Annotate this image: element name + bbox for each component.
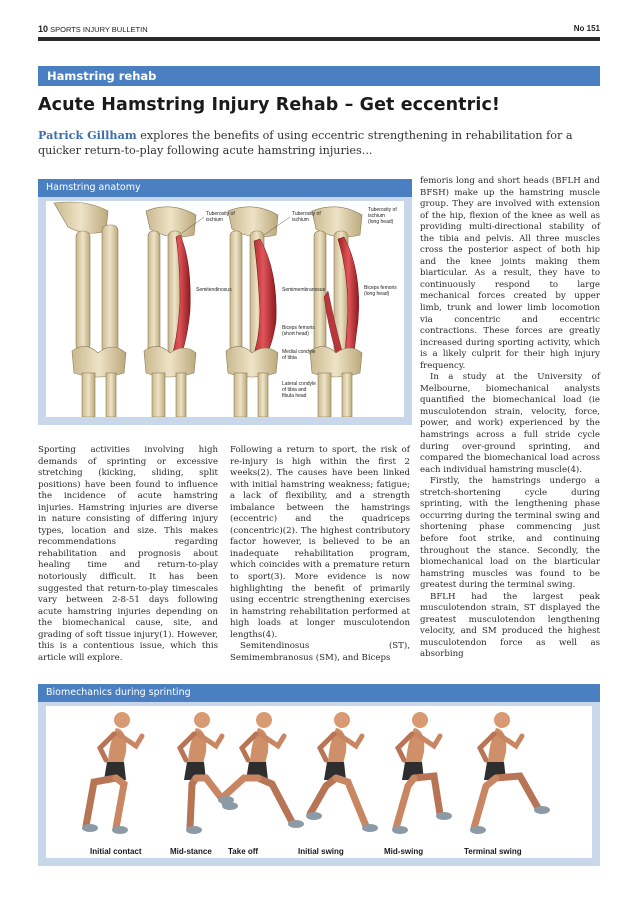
label-tuberosity-3b: ischium bbox=[368, 213, 385, 219]
phase-initial-contact: Initial contact bbox=[90, 847, 142, 856]
label-lateral-condyle-b: of tibia and bbox=[282, 387, 307, 393]
label-medial-condyle-a: Medial condyle bbox=[282, 349, 316, 355]
body-column-3 bbox=[420, 176, 600, 661]
label-tuberosity-2a: Tuberosity of bbox=[292, 211, 321, 217]
label-medial-condyle-b: of tibia bbox=[282, 355, 297, 361]
runner-figure bbox=[180, 712, 238, 834]
running-header bbox=[38, 24, 600, 36]
issue-number: No 151 bbox=[573, 24, 600, 33]
phase-mid-swing: Mid-swing bbox=[384, 847, 424, 856]
anatomy-illustration bbox=[46, 201, 404, 417]
col3-paragraph-4: BFLH had the largest peak musculotendon strain, ST displayed the greatest musculotendon lengthening velocity, and SM produced the highest musculotendon force as well as absorbing bbox=[420, 591, 600, 660]
label-lateral-condyle-c: fibula head bbox=[282, 393, 307, 399]
col1-paragraph: Sporting activities involving high demands of sprinting or excessive stretching (kicking, sliding, split positions) have been found to influence the incidence of acute hamstring injuries. Hamstring injuries are diverse in nature consisting of differing injury types, location and size. This makes recommendations regarding rehabilitation and prognosis about healing time and return-to-play notoriously difficult. It has been suggested that return-to-play timescales vary between 2-8-51 days following acute hamstring injuries depending on the biomechanical cause, site, and grading of soft tissue injury(1). However, this is a contentious issue, which this article will explore. bbox=[38, 445, 218, 663]
anatomy-panel-1 bbox=[54, 202, 126, 417]
sprint-figure-header: Biomechanics during sprinting bbox=[38, 684, 600, 702]
runner-figure bbox=[470, 712, 550, 834]
label-tuberosity-1a: Tuberosity of bbox=[206, 211, 235, 217]
body-column-2 bbox=[230, 445, 410, 664]
phase-mid-stance: Mid-stance bbox=[170, 847, 212, 856]
runner-figure bbox=[82, 712, 142, 834]
anatomy-drawing bbox=[46, 201, 404, 417]
sprint-figure bbox=[38, 684, 600, 866]
sprint-illustration bbox=[46, 706, 592, 858]
body-column-1 bbox=[38, 445, 218, 664]
anatomy-figure bbox=[38, 179, 412, 425]
col3-paragraph-2: In a study at the University of Melbourne, biomechanical analysts quantified the biomechanical load (ie musculotendon strain, velocity, force, power, and work) experienced by the hamstrings across a full stride cycle during over-ground sprinting, and compared the biomechanical load across each individual hamstring muscle(4). bbox=[420, 372, 600, 475]
label-lateral-condyle-a: Lateral condyle bbox=[282, 381, 316, 387]
section-label: Hamstring rehab bbox=[38, 66, 600, 86]
anatomy-panel-semitendinosus bbox=[144, 207, 196, 417]
anatomy-panel-semimembranosus bbox=[226, 207, 278, 417]
phase-take-off: Take off bbox=[228, 847, 259, 856]
standfirst bbox=[38, 128, 600, 158]
col2-paragraph-1: Following a return to sport, the risk of re-injury is high within the first 2 weeks(2). The causes have been linked with initial hamstring weakness; fatigue; a lack of flexibility, and a strength imbalance between the hamstrings (eccentric) and the quadriceps (concentric)(2). The highest contributory factor however, is believed to be an inadequate rehabilitation program, which coincides with a premature return to sport(3). More evidence is now highlighting the benefit of primarily using eccentric strengthening exercises in hamstring rehabilitation performed at high loads at longer musculotendon lengths(4). bbox=[230, 445, 410, 640]
phase-initial-swing: Initial swing bbox=[298, 847, 344, 856]
publication-name: SPORTS INJURY BULLETIN bbox=[50, 25, 148, 34]
runner-figure bbox=[392, 712, 452, 834]
label-tuberosity-3c: (long head) bbox=[368, 219, 394, 225]
header-rule bbox=[38, 37, 600, 41]
label-semimembranosus: Semimembranosus bbox=[282, 287, 326, 293]
page-number: 10 bbox=[38, 24, 49, 34]
col3-paragraph-1: femoris long and short heads (BFLH and BFSH) make up the hamstring muscle group. They are involved with extension of the hip, flexion of the knee as well as providing multi-directional stability of the tibia and pelvis. All three muscles cross the posterior aspect of both hip and the knee joints making them biarticular. As a result, they have to continuously respond to large mechanical forces created by upper limb, trunk and lower limb locomotion via concentric and eccentric contractions. These forces are greatly increased during sporting activity, which is a likely culprit for their high injury frequency. bbox=[420, 176, 600, 371]
author-name: Patrick Gillham bbox=[38, 128, 137, 142]
sprint-drawing bbox=[46, 706, 592, 858]
anatomy-panel-biceps-femoris bbox=[310, 207, 362, 417]
label-tuberosity-3a: Tuberosity of bbox=[368, 207, 397, 213]
label-semitendinosus: Semitendinosus bbox=[196, 287, 232, 293]
col2-paragraph-2: Semitendinosus (ST), Semimembranosus (SM), and Biceps bbox=[230, 641, 410, 663]
col3-paragraph-3: Firstly, the hamstrings undergo a stretch-shortening cycle during sprinting, with the lengthening phase occurring during the terminal swing and shortening phase commencing just before foot strike, and continuing throughout the stance. Secondly, the biomechanical load on the biarticular hamstring muscles was found to be greatest during the terminal swing. bbox=[420, 476, 600, 591]
label-tuberosity-1b: ischium bbox=[206, 217, 223, 223]
label-biceps-long-a: Biceps femoris bbox=[364, 285, 397, 291]
runner-figure bbox=[218, 712, 304, 828]
runner-figure bbox=[306, 712, 378, 832]
label-biceps-short-a: Biceps femoris bbox=[282, 325, 315, 331]
standfirst-text: explores the benefits of using eccentric strengthening in rehabilitation for a quicker return-to-play following acute hamstring injuries... bbox=[38, 129, 573, 157]
label-biceps-short-b: (short head) bbox=[282, 331, 309, 337]
anatomy-figure-header: Hamstring anatomy bbox=[38, 179, 412, 197]
article-title: Acute Hamstring Injury Rehab – Get eccentric! bbox=[38, 95, 500, 115]
phase-terminal-swing: Terminal swing bbox=[464, 847, 522, 856]
label-tuberosity-2b: ischium bbox=[292, 217, 309, 223]
label-biceps-long-b: (long head) bbox=[364, 291, 390, 297]
